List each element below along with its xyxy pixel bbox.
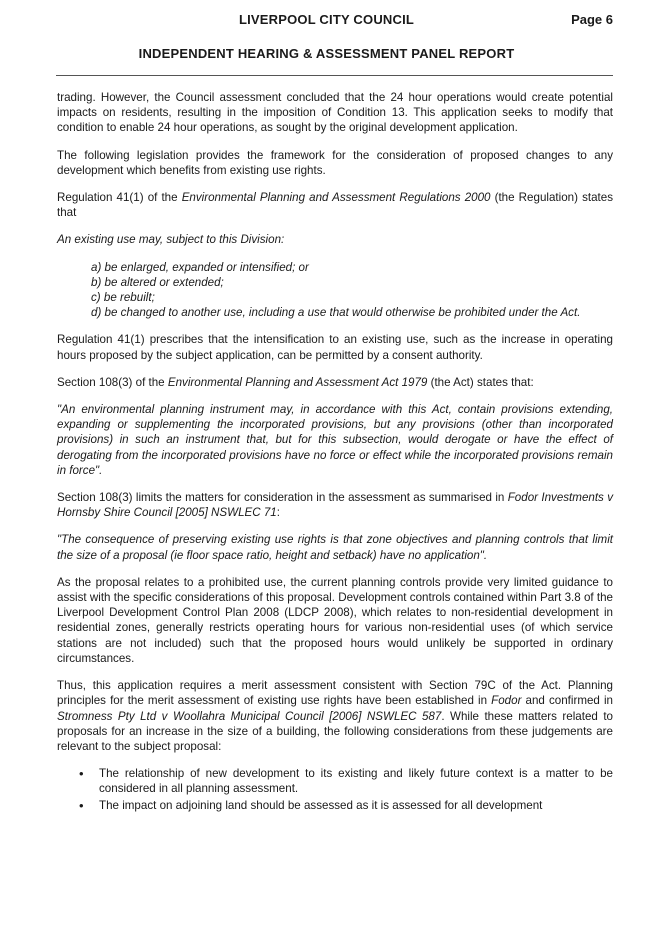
case-citation: Fodor Investments v Hornsby Shire Council [2005] NSWLEC 71 bbox=[57, 491, 613, 520]
text-run: (the Act) states that: bbox=[427, 375, 534, 389]
paragraph-1: trading. However, the Council assessment concluded that the 24 hour operations would create potential impacts on residents, resulting in the imposition of Condition 13. This application seeks to modify that condition to enable 24 hour operations, as sought by the original development application. bbox=[57, 91, 613, 135]
paragraph-7: As the proposal relates to a prohibited use, the current planning controls provide very limited guidance to assist with the specific considerations of this proposal. Development controls contained within Part 3.8 of the Liverpool Development Control Plan 2008 (LDCP 2008), which relates to non-residential development in residential zones, generally restricts operating hours for various non-residential uses (of which service stations are not included) such that the proposed hours would unlikely be supported in ordinary circumstances. bbox=[57, 575, 613, 665]
case-citation: Stromness Pty Ltd v Woollahra Municipal Council [2006] NSWLEC 587 bbox=[57, 709, 442, 723]
paragraph-4: Regulation 41(1) prescribes that the intensification to an existing use, such as the increase in operating hours proposed by the subject application, can be permitted by a consent authority. bbox=[57, 333, 613, 362]
text-run: Regulation 41(1) of the bbox=[57, 191, 182, 205]
quote-1: "An environmental planning instrument may, in accordance with this Act, contain provisions extending, expanding or supplementing the incorporated provisions, but any provisions (other than incorporated provisions) in such an instrument that, but for this subsection, would derogate or have the effect of derogating from the incorporated provisions have no force or effect while the incorporated provisions remain in force". bbox=[57, 403, 613, 477]
considerations-list bbox=[57, 766, 613, 813]
quote-2: "The consequence of preserving existing use rights is that zone objectives and planning controls that limit the size of a proposal (ie floor space ratio, height and setback) have no application". bbox=[57, 533, 613, 562]
page-number: Page 6 bbox=[571, 12, 613, 27]
bullet-item: • The impact on adjoining land should be assessed as it is assessed for all development bbox=[79, 798, 613, 813]
list-item: a) be enlarged, expanded or intensified; or bbox=[91, 260, 309, 274]
case-citation: Fodor bbox=[491, 694, 522, 708]
act-title: Environmental Planning and Assessment Act 1979 bbox=[167, 375, 428, 389]
text-run: and confirmed in bbox=[521, 694, 613, 708]
regulation-title: Environmental Planning and Assessment Regulations 2000 bbox=[181, 191, 491, 205]
council-name: LIVERPOOL CITY COUNCIL bbox=[238, 12, 415, 27]
paragraph-5 bbox=[57, 375, 613, 390]
paragraph-8 bbox=[57, 678, 613, 754]
paragraph-6 bbox=[57, 490, 613, 520]
existing-use-list bbox=[57, 260, 613, 321]
text-run: Section 108(3) limits the matters for consideration in the assessment as summarised in bbox=[57, 491, 508, 505]
bullet-item: • The relationship of new development to its existing and likely future context is a matter to be considered in all planning assessment. bbox=[79, 766, 613, 796]
header-divider bbox=[56, 75, 613, 76]
paragraph-2: The following legislation provides the framework for the consideration of proposed changes to any development which benefits from existing use rights. bbox=[57, 148, 613, 177]
report-title: INDEPENDENT HEARING & ASSESSMENT PANEL REPORT bbox=[138, 46, 515, 61]
text-run: Section 108(3) of the bbox=[57, 375, 168, 389]
list-item: b) be altered or extended; bbox=[91, 275, 224, 289]
list-intro: An existing use may, subject to this Division: bbox=[57, 233, 285, 247]
list-item: c) be rebuilt; bbox=[91, 291, 155, 305]
text-run: . While these matters related to proposals for an increase in the size of a building, the following considerations from these judgements are relevant to the subject proposal: bbox=[57, 709, 614, 753]
text-run: Thus, this application requires a merit assessment consistent with Section 79C of the Act. Planning principles for the merit assessment of existing use rights have been established in bbox=[57, 679, 613, 708]
document-body bbox=[57, 90, 613, 814]
paragraph-3 bbox=[57, 190, 613, 220]
text-run: (the Regulation) states that bbox=[57, 191, 613, 220]
text-run: : bbox=[276, 506, 280, 520]
list-item: d) be changed to another use, including a use that would otherwise be prohibited under the Act. bbox=[91, 306, 581, 320]
